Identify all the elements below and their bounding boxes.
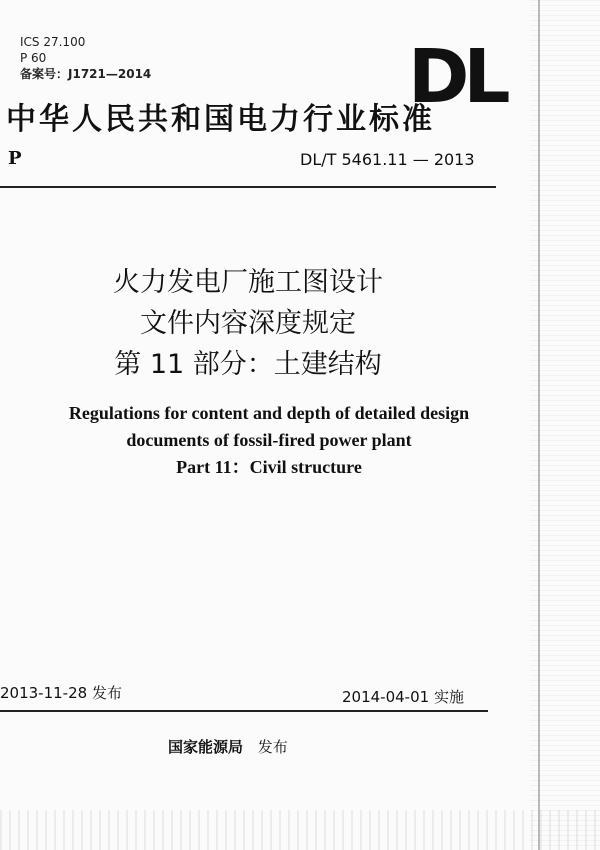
record-number: 备案号：J1721—2014 (20, 67, 152, 81)
category-letter: P (8, 148, 22, 169)
title-cn-line-1: 火力发电厂施工图设计 (113, 267, 383, 298)
title-english (0, 400, 538, 481)
dl-logo: DL (408, 34, 505, 120)
publisher (168, 736, 288, 757)
title-cn-line-2: 文件内容深度规定 (140, 308, 356, 339)
title-en-line-3: Part 11：Civil structure (176, 457, 362, 477)
ics-code: ICS 27.100 (20, 35, 86, 49)
title-en-line-2: documents of fossil-fired power plant (126, 430, 412, 450)
page-edge-line (538, 0, 540, 850)
header-rule (0, 186, 496, 188)
publisher-org: 国家能源局 (168, 738, 244, 756)
issue-date: 2013-11-28 发布 (0, 684, 122, 702)
standard-number: DL/T 5461.11 — 2013 (300, 150, 475, 169)
classification-block (20, 34, 151, 82)
title-chinese (0, 262, 496, 385)
scan-texture-right (530, 0, 600, 850)
org-title: 中华人民共和国电力行业标准 (6, 102, 435, 137)
title-cn-line-3: 第 11 部分：土建结构 (114, 349, 382, 380)
scan-texture-bottom (0, 810, 600, 850)
title-en-line-1: Regulations for content and depth of detailed design (68, 403, 470, 423)
publisher-verb: 发布 (257, 738, 288, 756)
footer-rule (0, 710, 488, 712)
category-code: P 60 (20, 51, 47, 65)
implementation-date: 2014-04-01 实施 (342, 688, 464, 706)
